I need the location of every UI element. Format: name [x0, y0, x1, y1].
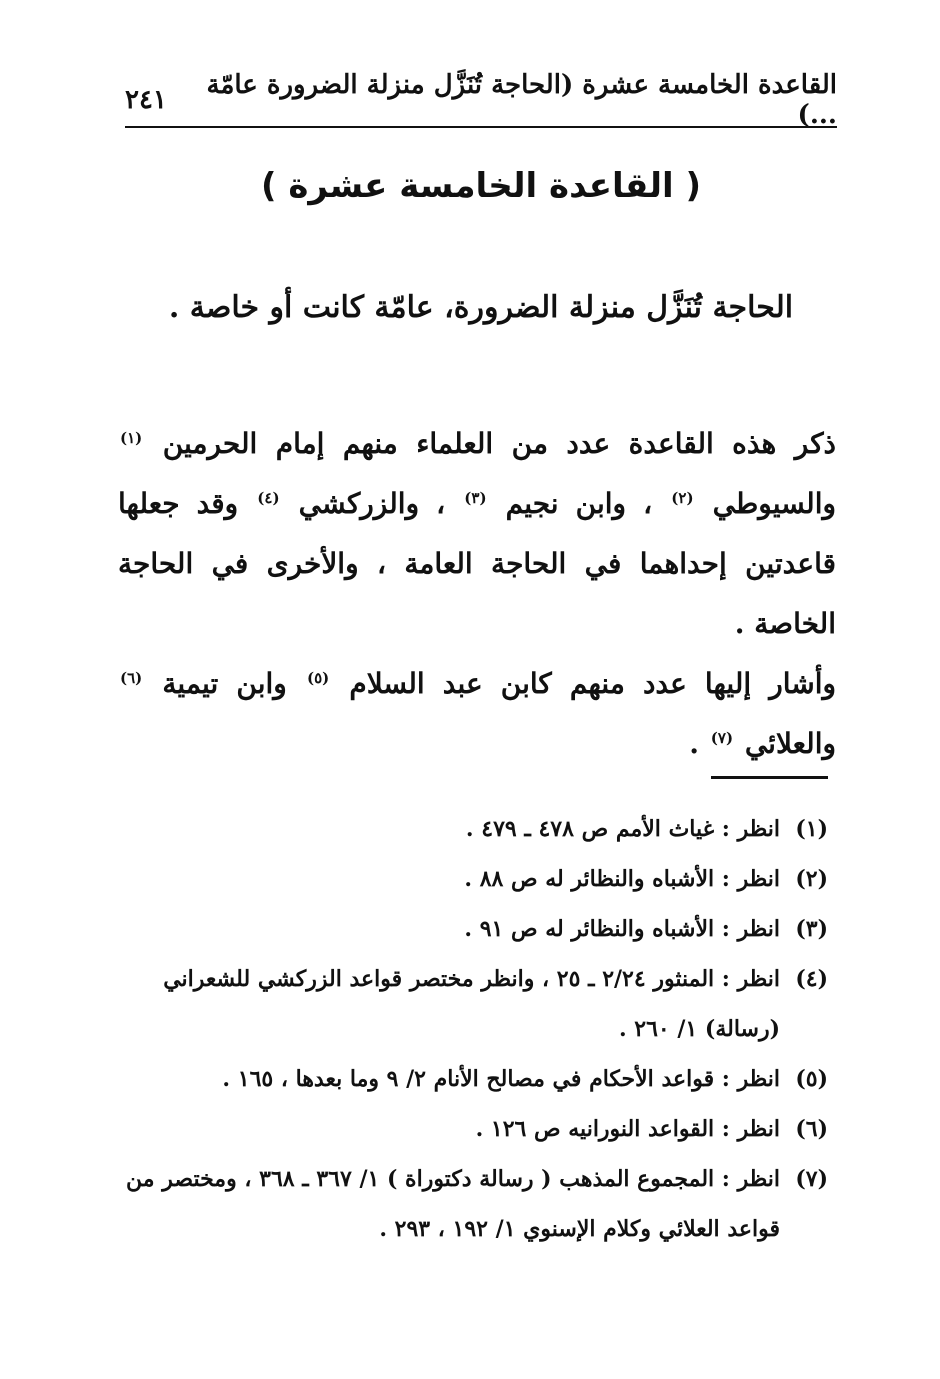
footnote-number: (١)	[795, 816, 828, 842]
footnote-number: (٢)	[795, 866, 828, 892]
footnote-number: (٦)	[795, 1116, 828, 1142]
footnote-text: انظر : الأشباه والنظائر له ص ٩١ .	[464, 916, 780, 942]
footnote-separator	[711, 776, 828, 779]
chapter-heading: ( القاعدة الخامسة عشرة )	[260, 166, 702, 206]
body-text-segment: وأشار إليها عدد منهم كابن عبد السلام	[349, 667, 837, 700]
body-text-segment: ذكر هذه القاعدة عدد من العلماء منهم إمام الحرمين	[162, 427, 836, 460]
footnote-ref-1[interactable]: (١)	[120, 428, 143, 447]
footnote-text: انظر : القواعد النورانيه ص ١٢٦ .	[475, 1116, 780, 1142]
body-text-segment: .	[689, 727, 700, 760]
footnote-ref-7[interactable]: (٧)	[710, 728, 734, 747]
footnote-text: انظر : المجموع المذهب ( رسالة دكتوراة ) ١/ ٣٦٧ ـ ٣٦٨ ، ومختصر من قواعد العلائي وكلام الإسنوي ١/ ١٩٢ ، ٢٩٣ .	[126, 1166, 780, 1242]
page-number: ٢٤١	[125, 85, 167, 115]
footnote-text: انظر : قواعد الأحكام في مصالح الأنام ٢/ ٩ وما بعدها ، ١٦٥ .	[222, 1066, 780, 1092]
footnote-7	[112, 1154, 828, 1254]
footnote-ref-5[interactable]: (٥)	[306, 668, 330, 687]
footnote-text: انظر : المنثور ٢/٢٤ ـ ٢٥ ، وانظر مختصر قواعد الزركشي للشعراني (رسالة) ١/ ٢٦٠ .	[163, 966, 780, 1042]
footnotes	[112, 804, 828, 1254]
footnote-5	[112, 1054, 828, 1104]
body-paragraph-2	[118, 654, 836, 774]
body-text-segment: وابن تيمية	[162, 667, 287, 700]
footnote-6	[112, 1104, 828, 1154]
running-title: القاعدة الخامسة عشرة (الحاجة تُنَزَّل منزلة الضرورة عامّة ...)	[206, 70, 837, 130]
running-header	[125, 70, 837, 130]
footnote-1	[112, 804, 828, 854]
body-text-segment: ، والزركشي	[298, 487, 446, 520]
footnote-number: (٣)	[795, 916, 828, 942]
body-paragraph-1	[118, 414, 836, 654]
footnote-number: (٤)	[795, 966, 828, 992]
body-text	[118, 414, 836, 774]
footnote-number: (٧)	[795, 1166, 828, 1192]
rule-statement: الحاجة تُنَزَّل منزلة الضرورة، عامّة كانت أو خاصة .	[168, 290, 794, 325]
body-text-segment: وقد جعلها قاعدتين إحداهما في الحاجة العامة ، والأخرى في الحاجة الخاصة .	[118, 487, 836, 640]
footnote-ref-3[interactable]: (٣)	[464, 488, 487, 507]
footnote-4	[112, 954, 828, 1054]
body-text-segment: ، وابن نجيم	[505, 487, 653, 520]
header-rule	[125, 126, 837, 128]
footnote-number: (٥)	[795, 1066, 828, 1092]
footnote-2	[112, 854, 828, 904]
footnote-ref-2[interactable]: (٢)	[671, 488, 694, 507]
footnote-text: انظر : الأشباه والنظائر له ص ٨٨ .	[464, 866, 780, 892]
footnote-ref-4[interactable]: (٤)	[257, 488, 280, 507]
footnote-text: انظر : غياث الأمم ص ٤٧٨ ـ ٤٧٩ .	[465, 816, 780, 842]
footnote-3	[112, 904, 828, 954]
body-text-segment: والعلائي	[744, 727, 836, 760]
footnote-ref-6[interactable]: (٦)	[120, 668, 143, 687]
body-text-segment: والسيوطي	[712, 487, 836, 520]
